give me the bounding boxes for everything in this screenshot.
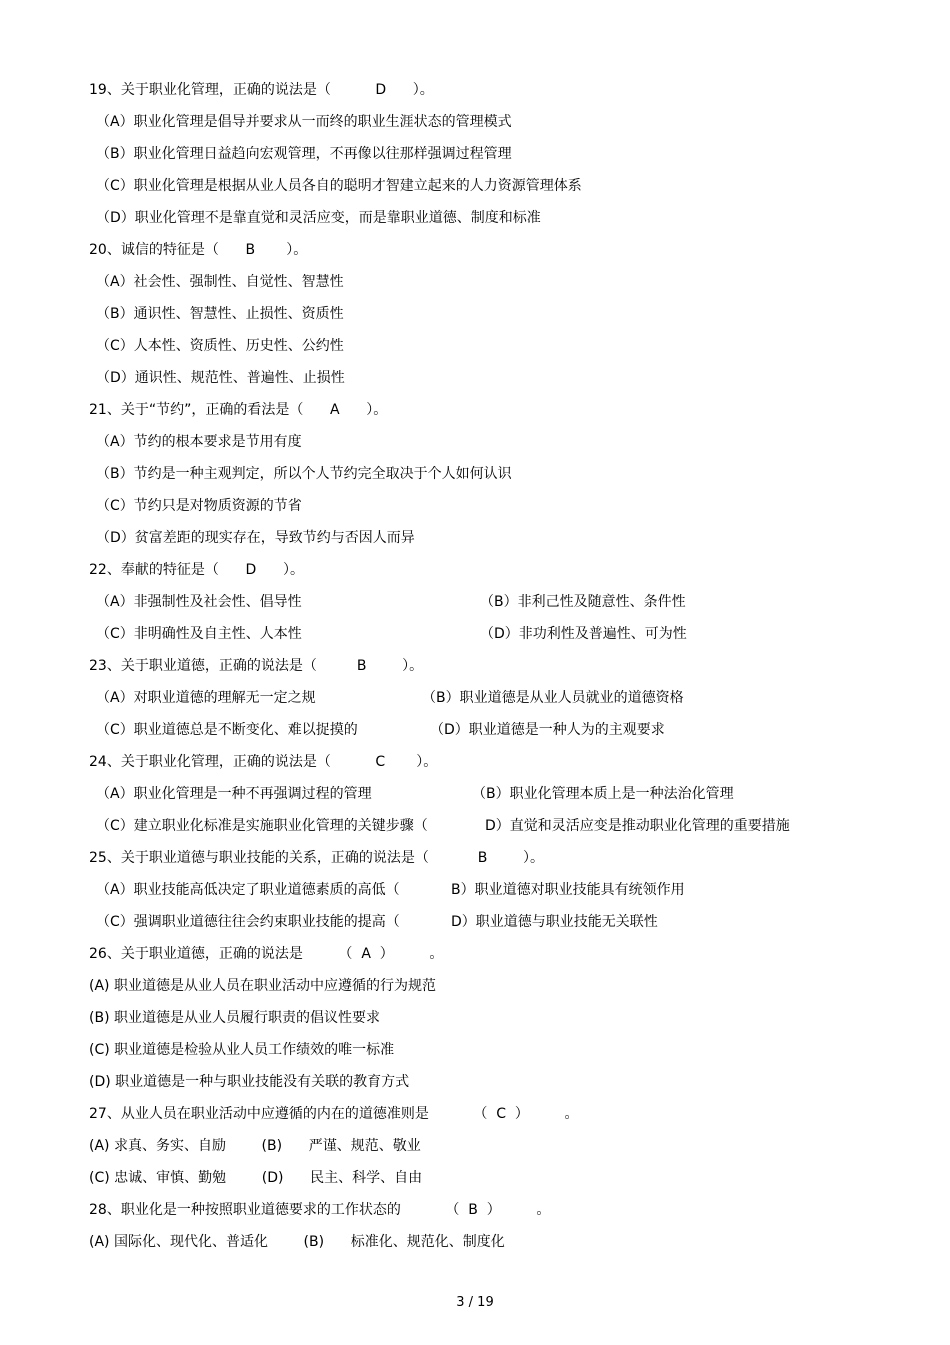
option-b: （B）职业道德是从业人员就业的道德资格: [422, 690, 684, 706]
option-d: （D）通识性、规范性、普遍性、止损性: [96, 370, 345, 386]
option-b: （B）节约是一种主观判定，所以个人节约完全取决于个人如何认识: [96, 466, 512, 482]
page-number: 3 / 19: [456, 1295, 494, 1310]
option-c: （C）非明确性及自主性、人本性: [96, 626, 302, 642]
option-c: （C）职业化管理是根据从业人员各自的聪明才智建立起来的人力资源管理体系: [96, 178, 582, 194]
option-c: （C）职业道德总是不断变化、难以捉摸的: [96, 722, 358, 738]
option-row-cd: (C) 忠诚、审慎、勤勉 (D) 民主、科学、自由: [89, 1170, 423, 1186]
question-stem: 20、诚信的特征是（ B ）。: [89, 242, 308, 258]
option-c: （C）强调职业道德往往会约束职业技能的提高（: [96, 914, 400, 930]
option-b: （B）通识性、智慧性、止损性、资质性: [96, 306, 344, 322]
option-a: （A）职业技能高低决定了职业道德素质的高低（: [96, 882, 400, 898]
option-b: (B) 职业道德是从业人员履行职责的倡议性要求: [89, 1010, 380, 1026]
option-c: （C）节约只是对物质资源的节省: [96, 498, 302, 514]
option-c: （C）建立职业化标准是实施职业化管理的关键步骤（: [96, 818, 428, 834]
option-a: （A）职业化管理是倡导并要求从一而终的职业生涯状态的管理模式: [96, 114, 512, 130]
option-row-ab: (A) 求真、务实、自励 (B) 严谨、规范、敬业: [89, 1138, 421, 1154]
question-stem: 19、关于职业化管理，正确的说法是（ D ）。: [89, 82, 434, 98]
option-d: (D) 职业道德是一种与职业技能没有关联的教育方式: [89, 1074, 410, 1090]
option-a: （A）非强制性及社会性、倡导性: [96, 594, 302, 610]
question-stem: 22、奉献的特征是（ D ）。: [89, 562, 304, 578]
option-b: （B）职业化管理日益趋向宏观管理，不再像以往那样强调过程管理: [96, 146, 512, 162]
question-stem: 25、关于职业道德与职业技能的关系，正确的说法是（ B ）。: [89, 850, 544, 866]
option-c: (C) 职业道德是检验从业人员工作绩效的唯一标准: [89, 1042, 395, 1058]
option-b: B）职业道德对职业技能具有统领作用: [451, 882, 685, 898]
option-a: （A）节约的根本要求是节用有度: [96, 434, 302, 450]
option-a: (A) 职业道德是从业人员在职业活动中应遵循的行为规范: [89, 978, 436, 994]
option-d: （D）职业化管理不是靠直觉和灵活应变，而是靠职业道德、制度和标准: [96, 210, 541, 226]
option-b: （B）非利己性及随意性、条件性: [480, 594, 686, 610]
question-stem: 24、关于职业化管理，正确的说法是（ C ）。: [89, 754, 438, 770]
option-b: （B）职业化管理本质上是一种法治化管理: [472, 786, 734, 802]
option-d: （D）贫富差距的现实存在，导致节约与否因人而异: [96, 530, 415, 546]
option-a: （A）社会性、强制性、自觉性、智慧性: [96, 274, 344, 290]
option-d: D）职业道德与职业技能无关联性: [451, 914, 658, 930]
option-c: （C）人本性、资质性、历史性、公约性: [96, 338, 344, 354]
option-row-ab: (A) 国际化、现代化、普适化 (B) 标准化、规范化、制度化: [89, 1234, 505, 1250]
question-stem: 21、关于“节约”，正确的看法是（ A ）。: [89, 402, 388, 418]
question-stem: 26、关于职业道德，正确的说法是 （ A ） 。: [89, 946, 444, 962]
option-d: （D）职业道德是一种人为的主观要求: [430, 722, 665, 738]
option-a: （A）职业化管理是一种不再强调过程的管理: [96, 786, 372, 802]
option-d: （D）非功利性及普遍性、可为性: [480, 626, 687, 642]
question-stem: 28、职业化是一种按照职业道德要求的工作状态的 （ B ） 。: [89, 1202, 551, 1218]
option-a: （A）对职业道德的理解无一定之规: [96, 690, 316, 706]
question-stem: 23、关于职业道德，正确的说法是（ B ）。: [89, 658, 424, 674]
option-d: D）直觉和灵活应变是推动职业化管理的重要措施: [485, 818, 790, 834]
question-stem: 27、从业人员在职业活动中应遵循的内在的道德准则是 （ C ） 。: [89, 1106, 579, 1122]
